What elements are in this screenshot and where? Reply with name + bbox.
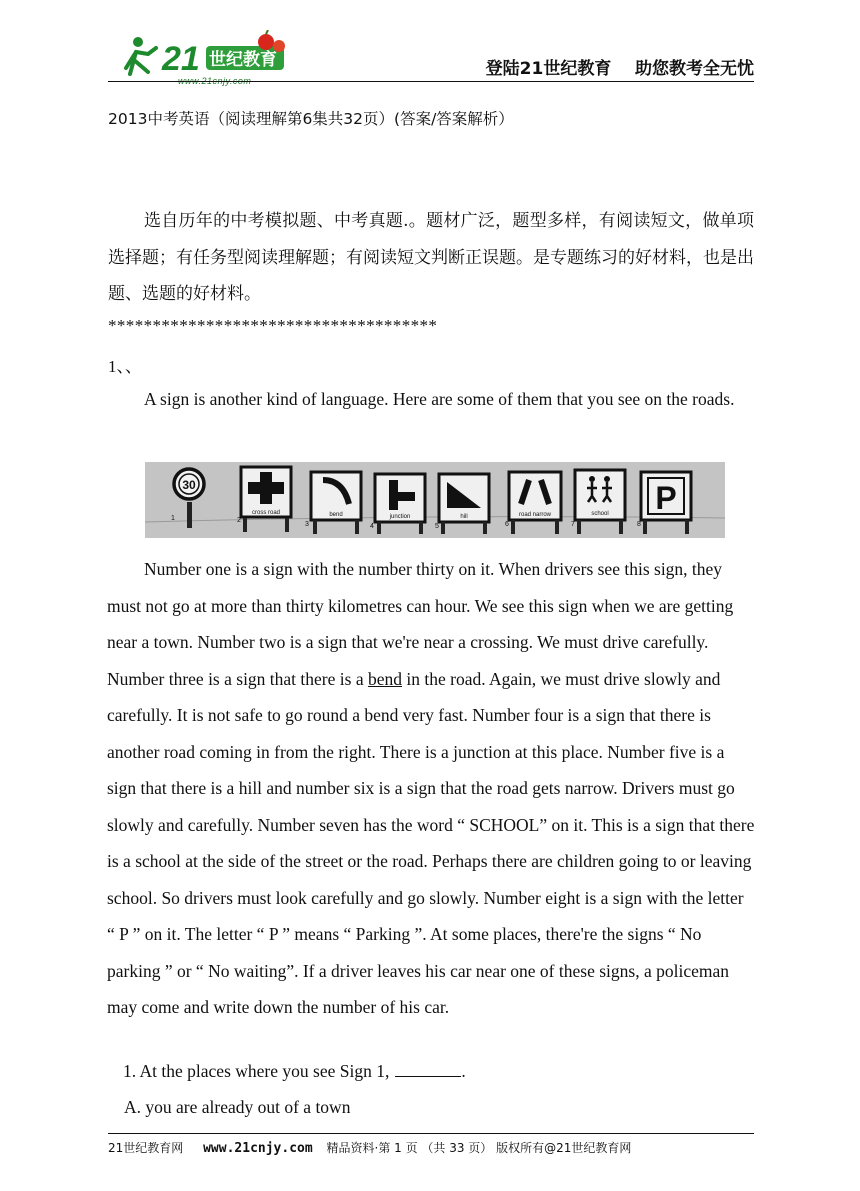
- question-number: 1、、: [108, 357, 142, 376]
- document-title: 2013中考英语（阅读理解第6集共32页）(答案/答案解析）: [108, 110, 514, 128]
- site-logo[interactable]: [108, 30, 308, 86]
- page-footer: [108, 1139, 754, 1156]
- separator-line: *************************************: [108, 316, 438, 335]
- sign-number-8: 8: [637, 521, 641, 528]
- svg-text:世纪教育: 世纪教育: [209, 50, 277, 70]
- svg-text:21: 21: [162, 40, 200, 78]
- passage-paragraph-2: [107, 551, 755, 1026]
- sign-number-2: 2: [237, 517, 241, 524]
- sign-label-hill: hill: [460, 514, 468, 520]
- option-a[interactable]: A. you are already out of a town: [124, 1097, 351, 1117]
- passage-paragraph-1: A sign is another kind of language. Here are some of them that you see on the roads.: [144, 389, 735, 409]
- svg-text:P: P: [655, 480, 677, 516]
- svg-text:30: 30: [182, 478, 196, 492]
- header-divider: [108, 81, 754, 82]
- question-1: [123, 1061, 466, 1082]
- paragraph-2-text-end: in the road. Again, we must drive slowly and carefully. It is not safe to go round a bend very fast. Number four is a sign that there is another road coming in from the right. There is a junction at this place. Number five is a sign that there is a hill and number six is a sign that the road gets narrow. Drivers must go slowly and carefully. Number seven has the word “ SCHOOL” on it. This is a sign that there is a school at the side of the street or the road. Perhaps there are children going to or leaving school. So drivers must look carefully and go slowly. Number eight is a sign with the letter “ P ” on it. The letter “ P ” means “ Parking ”. At some places, there're the signs “ No parking ” or “ No waiting”. If a driver leaves his car near one of these signs, a policeman may come and write down the number of his car.: [107, 668, 755, 1017]
- page-header: [108, 30, 754, 86]
- sign-label-junction: junction: [389, 514, 411, 520]
- sign-label-road-narrow: road narrow: [518, 512, 552, 518]
- underlined-word-bend: bend: [367, 668, 402, 689]
- logo-url-text: www.21cnjy.com: [178, 76, 252, 86]
- intro-paragraph: 选自历年的中考模拟题、中考真题.。题材广泛，题型多样，有阅读短文，做单项选择题；有任务型阅读理解题；有阅读短文判断正误题。是专题练习的好材料，也是出题、选题的好材料。: [108, 211, 754, 304]
- footer-url-link[interactable]: www.21cnjy.com: [203, 1141, 313, 1156]
- road-signs-image: [145, 462, 725, 538]
- answer-blank[interactable]: [395, 1062, 461, 1077]
- sign-number-3: 3: [305, 521, 309, 528]
- footer-divider: [108, 1133, 754, 1134]
- sign-label-school: school: [591, 511, 609, 517]
- sign-number-7: 7: [571, 521, 575, 528]
- sign-number-1: 1: [171, 515, 175, 522]
- sign-number-4: 4: [370, 523, 374, 530]
- road-signs-graphic: [145, 462, 725, 538]
- question-1-text: 1. At the places where you see Sign 1,: [123, 1061, 390, 1081]
- logo-graphic: [108, 30, 308, 82]
- footer-site-name: 21世纪教育网: [108, 1141, 184, 1155]
- header-slogan: 登陆21世纪教育 助您教考全无忧: [485, 59, 754, 79]
- footer-page-info: 精品资料·第 1 页 （共 33 页） 版权所有@21世纪教育网: [326, 1141, 632, 1155]
- sign-number-5: 5: [435, 523, 439, 530]
- paragraph-2-text-start: Number one is a sign with the number thirty on it. When drivers see this sign, they must not go at more than thirty kilometres can hour. We see this sign when we are getting near a town. Number two is a sign that we're near a crossing. We must drive carefully. Number three is a sign that there is a: [107, 559, 734, 689]
- sign-label-cross-road: cross road: [251, 510, 281, 516]
- sign-number-6: 6: [505, 521, 509, 528]
- question-1-end: .: [461, 1061, 466, 1081]
- sign-label-bend: bend: [329, 512, 343, 518]
